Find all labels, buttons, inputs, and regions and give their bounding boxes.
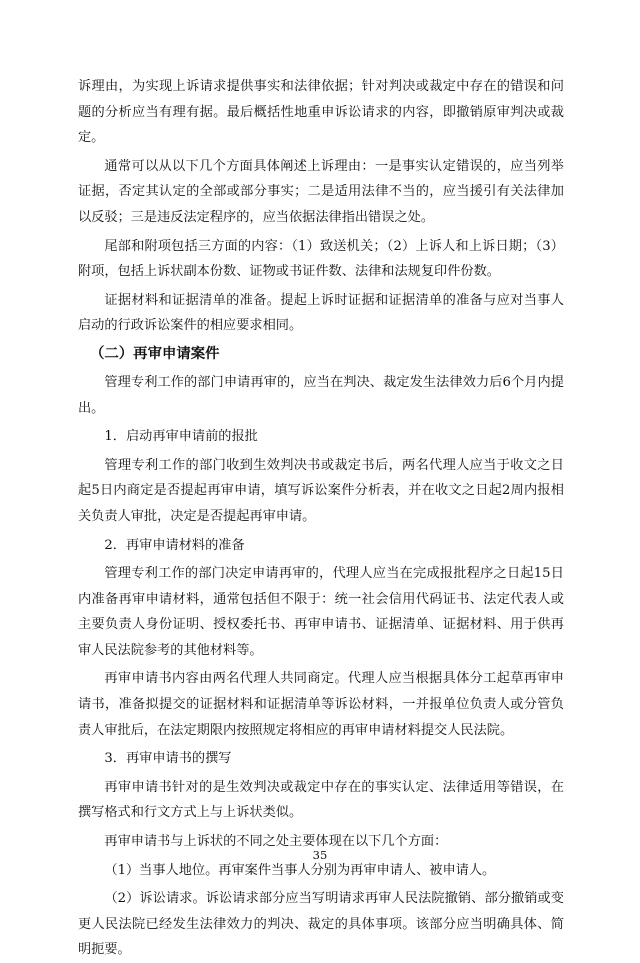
subsection-body-1: 管理专利工作的部门收到生效判决书或裁定书后，两名代理人应当于收文之日起5日内商定是否提起再审申请，填写诉讼案件分析表，并在收文之日起2周内报相关负责人审批，决定是否提起再审申请。 (78, 457, 564, 524)
section-intro: 管理专利工作的部门申请再审的，应当在判决、裁定发生法律效力后6个月内提出。 (78, 374, 564, 416)
paragraph-appeal-reasons: 诉理由，为实现上诉请求提供事实和法律依据；针对判决或裁定中存在的错误和问题的分析应当有理有据。最后概括性地重申诉讼请求的内容，即撤销原审判决或裁定。 (78, 79, 564, 146)
subsection-body-3: 再审申请书针对的是生效判决或裁定中存在的事实认定、法律适用等错误，在撰写格式和行文方式上与上诉状类似。 (78, 779, 564, 821)
subsection-differences: 再审申请书与上诉状的不同之处主要体现在以下几个方面： (104, 834, 448, 850)
list-item-party-status: （1）当事人地位。再审案件当事人分别为再审申请人、被申请人。 (104, 862, 496, 878)
page-number: 35 (312, 848, 328, 862)
document-body (78, 74, 564, 963)
subsection-title-2: 2．再审申请材料的准备 (104, 537, 245, 553)
list-item-claims: （2）诉讼请求。诉讼请求部分应当写明请求再审人民法院撤销、部分撤销或变更人民法院已经发生法律效力的判决、裁定的具体事项。该部分应当明确具体、简明扼要。 (78, 891, 564, 958)
subsection-body-2a: 管理专利工作的部门决定申请再审的，代理人应当在完成报批程序之日起15日内准备再审申请材料，通常包括但不限于：统一社会信用代码证书、法定代表人或主要负责人身份证明、授权委托书、再审申请书、证据清单、证据材料、用于供再审人民法院参考的其他材料等。 (78, 566, 564, 658)
paragraph-appeal-aspects: 通常可以从以下几个方面具体阐述上诉理由：一是事实认定错误的，应当列举证据，否定其认定的全部或部分事实；二是适用法律不当的，应当援引有关法律加以反驳；三是违反法定程序的，应当依据法律指出错误之处。 (78, 158, 564, 225)
section-heading: （二）再审申请案件 (90, 345, 220, 362)
paragraph-tail-items: 尾部和附项包括三方面的内容：（1）致送机关；（2）上诉人和上诉日期；（3）附项，包括上诉状副本份数、证物或书证件数、法律和法规复印件份数。 (78, 238, 564, 280)
paragraph-evidence: 证据材料和证据清单的准备。提起上诉时证据和证据清单的准备与应对当事人启动的行政诉讼案件的相应要求相同。 (78, 292, 564, 334)
subsection-body-2b: 再审申请书内容由两名代理人共同商定。代理人应当根据具体分工起草再审申请书，准备拟提交的证据材料和证据清单等诉讼材料，一并报单位负责人或分管负责人审批后，在法定期限内按照规定将相应的再审申请材料提交人民法院。 (78, 671, 564, 738)
subsection-title-3: 3．再审申请书的撰写 (104, 751, 232, 767)
subsection-title-1: 1．启动再审申请前的报批 (104, 429, 258, 445)
